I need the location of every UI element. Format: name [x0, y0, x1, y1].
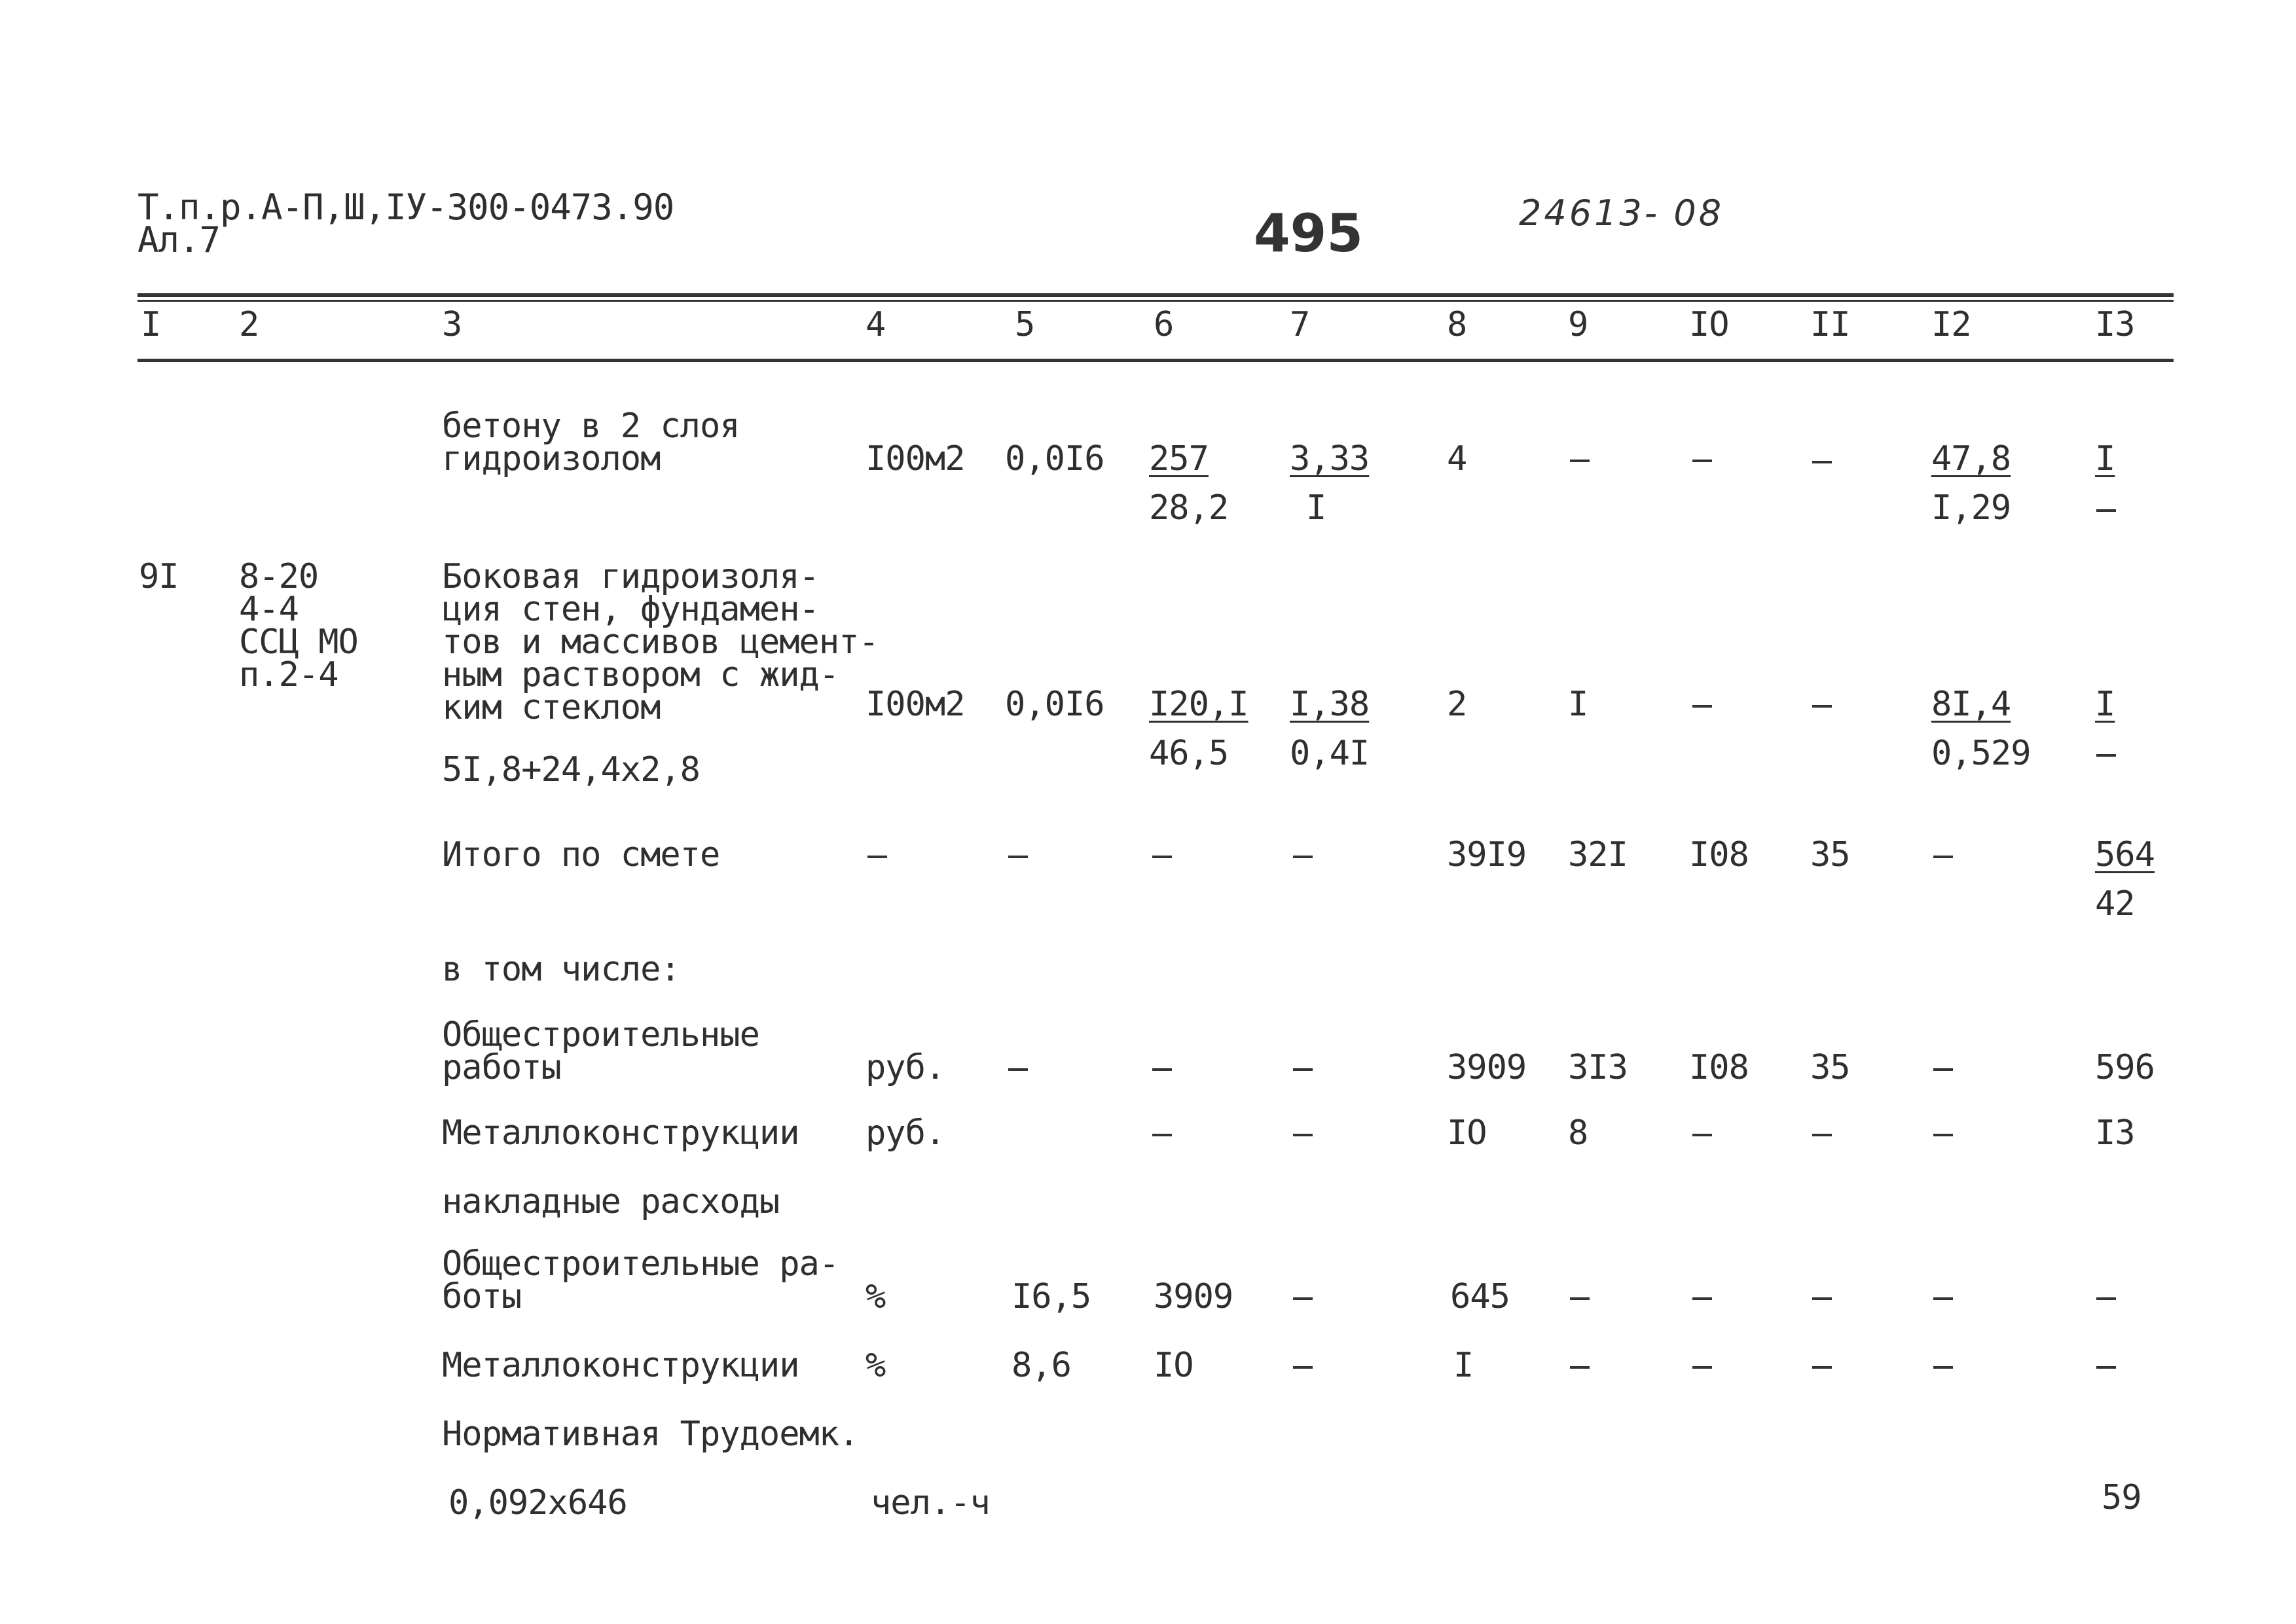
genpct-c7-dash [1293, 1297, 1313, 1300]
row1-c6-bot: 28,2 [1149, 488, 1229, 528]
row2-c13-top: I [2095, 685, 2115, 724]
row1-c7-top: 3,33 [1290, 439, 1370, 478]
row2-c12-top: 8I,4 [1931, 685, 2011, 724]
metalpct-c12-dash [1933, 1366, 1953, 1369]
total-c9: 32I [1568, 835, 1628, 875]
gen-c11: 35 [1810, 1048, 1850, 1087]
metalpct-c10-dash [1692, 1366, 1712, 1369]
metalpct-c6: IO [1154, 1346, 1194, 1385]
row1-c12-top: 47,8 [1931, 439, 2011, 478]
header-rule-top-thin [137, 300, 2174, 302]
col-header-12: I2 [1931, 305, 1971, 344]
row2-c9: I [1568, 685, 1588, 724]
col-header-11: II [1810, 305, 1850, 344]
row2-c10-dash [1692, 705, 1712, 708]
row2-text-4: ным раствором с жид- [442, 655, 839, 695]
gen-unit: руб. [866, 1048, 945, 1087]
labor-c13: 59 [2102, 1478, 2141, 1517]
col-header-13: I3 [2095, 305, 2135, 344]
metal-c8: IO [1447, 1113, 1487, 1153]
labor-formula: 0,092x646 [448, 1483, 627, 1523]
row2-text-3: тов и массивов цемент- [442, 623, 879, 662]
genpct-c10-dash [1692, 1297, 1712, 1300]
row2-code-2: 4-4 [239, 590, 299, 629]
metal-c13: I3 [2095, 1113, 2135, 1153]
gen-text-1: Общестроительные [442, 1015, 759, 1055]
metal-c11-dash [1812, 1134, 1832, 1136]
row2-text-1: Боковая гидроизоля- [442, 557, 819, 596]
genpct-unit: % [866, 1277, 886, 1316]
col-header-8: 8 [1447, 305, 1467, 344]
row1-c8: 4 [1447, 439, 1467, 478]
col-header-9: 9 [1568, 305, 1588, 344]
labor-label: Нормативная Трудоемк. [442, 1415, 859, 1454]
genpct-text-1: Общестроительные ра- [442, 1244, 839, 1284]
total-c13-bot: 42 [2095, 884, 2135, 924]
row2-c12-bot: 0,529 [1931, 734, 2031, 773]
row2-number: 9I [139, 557, 179, 596]
genpct-c11-dash [1812, 1297, 1832, 1300]
row1-text-1: бетону в 2 слоя [442, 406, 740, 446]
row2-c6-bot: 46,5 [1149, 734, 1229, 773]
row2-code-4: п.2-4 [239, 655, 338, 695]
labor-unit: чел.-ч [871, 1483, 990, 1523]
metalpct-c13-dash [2096, 1366, 2116, 1369]
col-header-7: 7 [1290, 305, 1310, 344]
row2-c7-top: I,38 [1290, 685, 1370, 724]
col-header-4: 4 [866, 305, 886, 344]
col-header-6: 6 [1154, 305, 1174, 344]
row1-text-2: гидроизолом [442, 439, 661, 478]
genpct-c13-dash [2096, 1297, 2116, 1300]
metal-c7-dash [1293, 1134, 1313, 1136]
col-header-10: IO [1689, 305, 1729, 344]
col-header-1: I [141, 305, 161, 344]
row2-code-1: 8-20 [239, 557, 319, 596]
including-label: в том числе: [442, 950, 680, 989]
gen-c6-dash [1152, 1068, 1172, 1071]
genpct-c8: 645 [1450, 1277, 1510, 1316]
metal-c10-dash [1692, 1134, 1712, 1136]
row2-c11-dash [1812, 705, 1832, 708]
row1-c10-dash [1692, 460, 1712, 462]
row2-c7-bot: 0,4I [1290, 734, 1370, 773]
row1-c6-top: 257 [1149, 439, 1209, 478]
total-c12-dash [1933, 856, 1953, 858]
row1-qty: 0,0I6 [1005, 439, 1104, 478]
total-c7-dash [1293, 856, 1313, 858]
overhead-label: накладные расходы [442, 1182, 780, 1221]
row1-c13-dash [2096, 509, 2116, 512]
row1-c11-dash [1812, 461, 1832, 463]
page-number: 495 [1254, 203, 1363, 264]
row2-text-5: ким стеклом [442, 688, 661, 727]
genpct-c5: I6,5 [1011, 1277, 1091, 1316]
gen-c9: 3I3 [1568, 1048, 1628, 1087]
total-c13-top: 564 [2095, 835, 2155, 875]
col-header-5: 5 [1015, 305, 1035, 344]
gen-c7-dash [1293, 1068, 1313, 1071]
metalpct-c5: 8,6 [1011, 1346, 1071, 1385]
metalpct-c9-dash [1570, 1366, 1590, 1369]
metal-c12-dash [1933, 1134, 1953, 1136]
total-c5-dash [1008, 856, 1028, 858]
row2-c8: 2 [1447, 685, 1467, 724]
gen-c13: 596 [2095, 1048, 2155, 1087]
total-c11: 35 [1810, 835, 1850, 875]
col-header-2: 2 [239, 305, 259, 344]
metal-c9: 8 [1568, 1113, 1588, 1153]
metal-label: Металлоконструкции [442, 1113, 799, 1153]
row1-c12-bot: I,29 [1931, 488, 2011, 528]
total-c10: I08 [1689, 835, 1749, 875]
metal-c6-dash [1152, 1134, 1172, 1136]
sheet-label: Ал.7 [137, 219, 221, 261]
row2-qty: 0,0I6 [1005, 685, 1104, 724]
gen-c12-dash [1933, 1068, 1953, 1071]
metalpct-c7-dash [1293, 1366, 1313, 1369]
row2-c6-top: I20,I [1149, 685, 1248, 724]
genpct-c12-dash [1933, 1297, 1953, 1300]
genpct-c6: 3909 [1154, 1277, 1233, 1316]
row2-formula: 5I,8+24,4x2,8 [442, 750, 700, 789]
header-rule-bottom [137, 359, 2174, 362]
row2-unit: I00м2 [866, 685, 965, 724]
genpct-text-2: боты [442, 1277, 522, 1316]
total-label: Итого по смете [442, 835, 720, 875]
document-code: Т.п.р.А-П,Ш,IУ-300-0473.90 [137, 187, 674, 228]
row1-unit: I00м2 [866, 439, 965, 478]
gen-text-2: работы [442, 1048, 561, 1087]
gen-c5-dash [1008, 1068, 1028, 1071]
row1-c13-top: I [2095, 439, 2115, 478]
metalpct-c11-dash [1812, 1366, 1832, 1369]
metalpct-unit: % [866, 1346, 886, 1385]
row2-c13-dash [2096, 754, 2116, 757]
metal-unit: руб. [866, 1113, 945, 1153]
total-c6-dash [1152, 856, 1172, 858]
gen-c8: 3909 [1447, 1048, 1527, 1087]
total-c8: 39I9 [1447, 835, 1527, 875]
row2-code-3: ССЦ МО [239, 623, 358, 662]
header-rule-top [137, 293, 2174, 297]
gen-c10: I08 [1689, 1048, 1749, 1087]
row1-c9-dash [1570, 460, 1590, 462]
archive-number: 24613- 08 [1519, 192, 1724, 234]
metalpct-c8: I [1453, 1346, 1474, 1385]
col-header-3: 3 [442, 305, 462, 344]
total-c4-dash [867, 856, 887, 858]
row2-text-2: ция стен, фундамен- [442, 590, 819, 629]
row1-c7-bot: I [1306, 488, 1326, 528]
genpct-c9-dash [1570, 1297, 1590, 1300]
metalpct-label: Металлоконструкции [442, 1346, 799, 1385]
